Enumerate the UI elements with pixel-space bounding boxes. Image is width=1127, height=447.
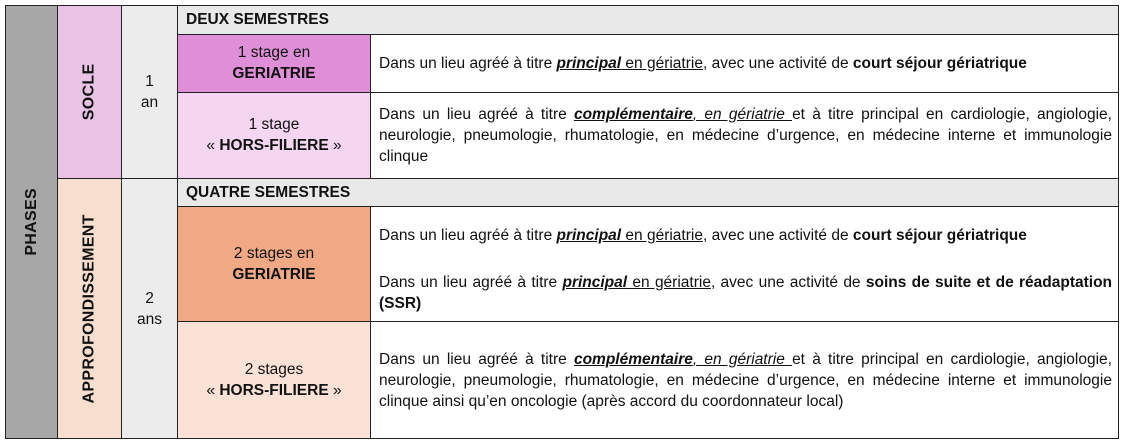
text-segment: , avec une activité de <box>710 273 866 291</box>
socle-geriatrie-line2: GERIATRIE <box>232 65 316 83</box>
text-segment: Dans un lieu agréé à titre <box>379 54 557 72</box>
bold-segment: court séjour gériatrique <box>852 54 1027 72</box>
appro-semesters-header: QUATRE SEMESTRES <box>178 179 1119 207</box>
underlined-segment: en gériatrie <box>621 54 703 72</box>
text-segment: Dans un lieu agréé à titre <box>379 350 574 368</box>
appro-horsfiliere-line1: 2 stages <box>244 361 304 379</box>
socle-horsfiliere-line1: 1 stage <box>248 116 300 134</box>
phases-label-cell <box>6 6 58 439</box>
quote-close: » <box>328 137 342 155</box>
socle-duration-number: 1 <box>145 73 154 90</box>
appro-horsfiliere-type <box>178 322 371 439</box>
appro-geriatrie-line2: GERIATRIE <box>232 266 316 284</box>
socle-duration <box>141 71 158 113</box>
socle-geriatrie-description <box>371 34 1119 92</box>
socle-horsfiliere-line2: HORS-FILIERE <box>219 137 329 155</box>
underlined-italic-segment: , en gériatrie <box>692 350 793 368</box>
socle-geriatrie-line1: 1 stage en <box>237 44 311 62</box>
underlined-segment: en gériatrie <box>621 227 703 245</box>
text-segment: Dans un lieu agréé à titre <box>379 227 557 245</box>
emphasis-complementaire: complémentaire <box>573 105 693 123</box>
appro-duration-cell <box>122 179 178 439</box>
socle-horsfiliere-type <box>178 92 371 179</box>
emphasis-complementaire: complémentaire <box>573 350 693 368</box>
underlined-segment: en gériatrie <box>627 273 711 291</box>
emphasis-principal: principal <box>556 54 622 72</box>
appro-horsfiliere-line2: HORS-FILIERE <box>219 382 329 400</box>
appro-geriatrie-type <box>178 207 371 322</box>
text-segment: et à titre principal en cardiologie, angiologie, neurologie, pneumologie, rhumatologie, en médecine d’urgence, en médecine interne et immunologie clinque <box>379 105 1112 165</box>
phases-table <box>5 5 1119 439</box>
emphasis-principal: principal <box>556 227 622 245</box>
socle-duration-unit: an <box>140 94 159 112</box>
appro-label: APPROFONDISSEMENT <box>80 214 98 404</box>
underlined-italic-segment: , en gériatrie <box>692 105 793 123</box>
text-segment: Dans un lieu agréé à titre <box>379 105 574 123</box>
emphasis-principal: principal <box>562 273 628 291</box>
text-segment: et à titre principal en cardiologie, angiologie, neurologie, pneumologie, rhumatologie, en médecine d’urgence, en médecine interne et immunologie clinque ainsi qu’en oncologie (après accord du coordonnateur local) <box>379 350 1112 410</box>
socle-duration-cell <box>122 6 178 179</box>
appro-label-cell <box>58 179 122 439</box>
appro-duration-number: 2 <box>145 289 154 307</box>
appro-geriatrie-description-ssr <box>371 264 1119 322</box>
bold-segment: soins de suite et de réadaptation (SSR) <box>379 273 1113 312</box>
socle-geriatrie-type <box>178 34 371 92</box>
socle-label-cell <box>58 6 122 179</box>
appro-duration-unit: ans <box>137 310 162 328</box>
text-segment: Dans un lieu agréé à titre <box>379 273 563 291</box>
socle-semesters-header: DEUX SEMESTRES <box>178 6 1119 35</box>
text-segment: , avec une activité de <box>702 54 853 72</box>
quote-open: « <box>206 137 220 155</box>
appro-geriatrie-description-court <box>371 207 1119 265</box>
phases-label: PHASES <box>22 188 40 256</box>
socle-horsfiliere-description <box>371 92 1119 179</box>
text-segment: , avec une activité de <box>702 227 853 245</box>
appro-geriatrie-line1: 2 stages en <box>233 245 315 263</box>
quote-close: » <box>328 382 342 400</box>
bold-segment: court séjour gériatrique <box>852 227 1027 245</box>
quote-open: « <box>206 382 220 400</box>
appro-duration <box>137 288 162 330</box>
socle-label: SOCLE <box>80 63 98 121</box>
appro-horsfiliere-description <box>371 322 1119 439</box>
